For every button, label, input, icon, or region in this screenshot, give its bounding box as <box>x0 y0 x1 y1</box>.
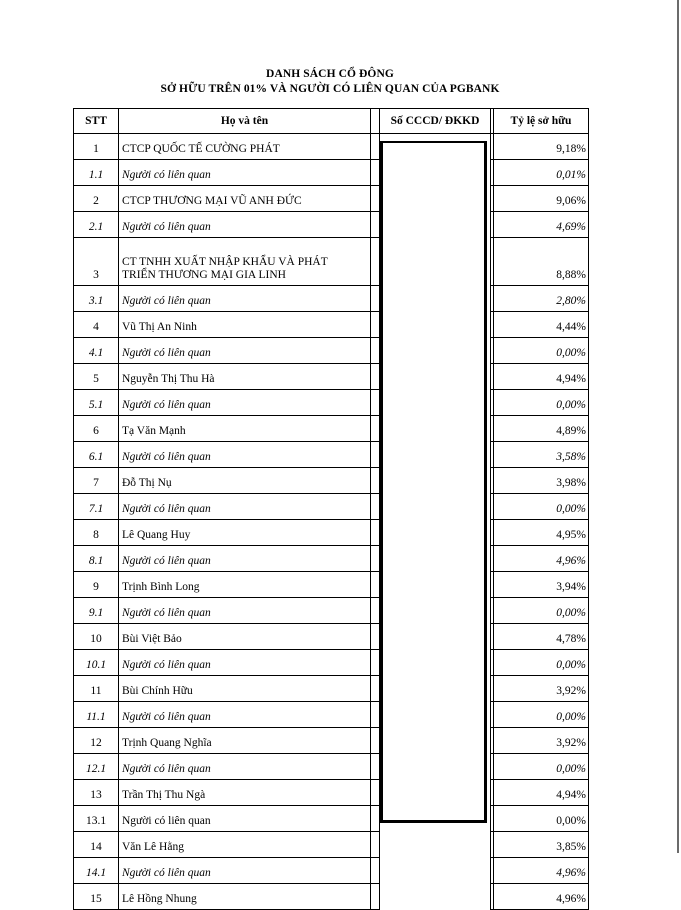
row-name: Người có liên quan <box>119 650 371 676</box>
row-pct: 4,95% <box>494 520 589 546</box>
row-pct: 0,00% <box>494 598 589 624</box>
table-row <box>74 676 589 702</box>
row-stt: 6 <box>74 416 119 442</box>
table-row <box>74 238 589 286</box>
row-pct: 0,00% <box>494 494 589 520</box>
row-name: Nguyễn Thị Thu Hà <box>119 364 371 390</box>
header-stt: STT <box>74 109 119 134</box>
table-row <box>74 212 589 238</box>
row-pct: 0,01% <box>494 160 589 186</box>
row-stt: 4.1 <box>74 338 119 364</box>
row-pct: 9,18% <box>494 134 589 160</box>
row-pct: 0,00% <box>494 338 589 364</box>
row-stt: 5 <box>74 364 119 390</box>
row-pct: 0,00% <box>494 754 589 780</box>
row-pct: 3,98% <box>494 468 589 494</box>
row-pct: 3,94% <box>494 572 589 598</box>
row-name: Văn Lê Hằng <box>119 832 371 858</box>
row-pct: 0,00% <box>494 650 589 676</box>
row-name: Người có liên quan <box>119 390 371 416</box>
row-name: CTCP QUỐC TẾ CƯỜNG PHÁT <box>119 134 371 160</box>
shareholder-table-wrapper <box>73 108 588 910</box>
row-stt: 1 <box>74 134 119 160</box>
redacted-id-box <box>380 141 487 823</box>
row-name: Lê Quang Huy <box>119 520 371 546</box>
header-gap <box>371 109 380 134</box>
row-name: Người có liên quan <box>119 754 371 780</box>
table-row <box>74 806 589 832</box>
row-pct: 0,00% <box>494 702 589 728</box>
row-pct: 3,85% <box>494 832 589 858</box>
row-name: Trịnh Bình Long <box>119 572 371 598</box>
row-name: Người có liên quan <box>119 598 371 624</box>
row-pct: 2,80% <box>494 286 589 312</box>
row-name: Người có liên quan <box>119 546 371 572</box>
row-name: Tạ Văn Mạnh <box>119 416 371 442</box>
table-row <box>74 160 589 186</box>
row-name: Người có liên quan <box>119 442 371 468</box>
row-name: Người có liên quan <box>119 160 371 186</box>
row-stt: 5.1 <box>74 390 119 416</box>
row-name: Người có liên quan <box>119 338 371 364</box>
row-name: Lê Hồng Nhung <box>119 884 371 910</box>
row-pct: 4,94% <box>494 364 589 390</box>
row-name: Trần Thị Thu Ngà <box>119 780 371 806</box>
row-id <box>380 858 491 884</box>
row-pct: 4,44% <box>494 312 589 338</box>
row-stt: 14.1 <box>74 858 119 884</box>
row-stt: 7.1 <box>74 494 119 520</box>
page-right-edge <box>677 0 679 853</box>
table-row <box>74 650 589 676</box>
table-row <box>74 364 589 390</box>
table-row <box>74 338 589 364</box>
row-stt: 14 <box>74 832 119 858</box>
header-id: Số CCCD/ ĐKKD <box>380 109 491 134</box>
row-id <box>380 832 491 858</box>
row-name: Bùi Chính Hữu <box>119 676 371 702</box>
row-stt: 3.1 <box>74 286 119 312</box>
table-row <box>74 754 589 780</box>
row-pct: 4,96% <box>494 884 589 910</box>
row-stt: 7 <box>74 468 119 494</box>
row-pct: 3,92% <box>494 728 589 754</box>
row-name: Người có liên quan <box>119 494 371 520</box>
row-name: Vũ Thị An Ninh <box>119 312 371 338</box>
table-row <box>74 416 589 442</box>
table-row <box>74 520 589 546</box>
row-stt: 2.1 <box>74 212 119 238</box>
table-row <box>74 468 589 494</box>
row-pct: 3,92% <box>494 676 589 702</box>
row-stt: 10.1 <box>74 650 119 676</box>
table-row <box>74 858 589 884</box>
row-pct: 4,94% <box>494 780 589 806</box>
table-row <box>74 624 589 650</box>
table-row <box>74 286 589 312</box>
table-row <box>74 572 589 598</box>
row-id <box>380 884 491 910</box>
table-row <box>74 186 589 212</box>
row-name-line2: TRIỂN THƯƠNG MẠI GIA LINH <box>122 269 286 281</box>
row-name: Người có liên quan <box>119 212 371 238</box>
header-pct: Tỷ lệ sở hữu <box>494 109 589 134</box>
row-pct: 4,69% <box>494 212 589 238</box>
row-name: CTCP THƯƠNG MẠI VŨ ANH ĐỨC <box>119 186 371 212</box>
row-name: Người có liên quan <box>119 858 371 884</box>
row-stt: 12 <box>74 728 119 754</box>
row-stt: 9.1 <box>74 598 119 624</box>
table-row <box>74 312 589 338</box>
header-name: Họ và tên <box>119 109 371 134</box>
row-stt: 12.1 <box>74 754 119 780</box>
row-stt: 11.1 <box>74 702 119 728</box>
row-stt: 9 <box>74 572 119 598</box>
table-row <box>74 134 589 160</box>
row-stt: 1.1 <box>74 160 119 186</box>
row-stt: 8 <box>74 520 119 546</box>
row-name <box>119 238 371 286</box>
table-header-row <box>74 109 589 134</box>
table-row <box>74 728 589 754</box>
row-stt: 15 <box>74 884 119 910</box>
row-name: Bùi Việt Bảo <box>119 624 371 650</box>
row-pct: 4,89% <box>494 416 589 442</box>
table-row <box>74 546 589 572</box>
table-row <box>74 598 589 624</box>
row-name: Người có liên quan <box>119 806 371 832</box>
table-row <box>74 884 589 910</box>
document-subtitle: SỞ HỮU TRÊN 01% VÀ NGƯỜI CÓ LIÊN QUAN CỦA PGBANK <box>160 83 500 95</box>
row-name: Đỗ Thị Nụ <box>119 468 371 494</box>
row-pct: 8,88% <box>494 238 589 286</box>
table-row <box>74 832 589 858</box>
row-stt: 4 <box>74 312 119 338</box>
row-stt: 13.1 <box>74 806 119 832</box>
shareholder-table <box>73 108 589 910</box>
document-title: DANH SÁCH CỔ ĐÔNG <box>266 68 394 80</box>
table-row <box>74 702 589 728</box>
row-pct: 4,78% <box>494 624 589 650</box>
row-pct: 4,96% <box>494 546 589 572</box>
row-pct: 9,06% <box>494 186 589 212</box>
row-name: Trịnh Quang Nghĩa <box>119 728 371 754</box>
row-stt: 11 <box>74 676 119 702</box>
row-stt: 3 <box>74 238 119 286</box>
row-pct: 4,96% <box>494 858 589 884</box>
row-stt: 8.1 <box>74 546 119 572</box>
table-row <box>74 442 589 468</box>
row-pct: 0,00% <box>494 806 589 832</box>
row-name: Người có liên quan <box>119 286 371 312</box>
table-row <box>74 494 589 520</box>
row-name: Người có liên quan <box>119 702 371 728</box>
table-row <box>74 390 589 416</box>
row-stt: 13 <box>74 780 119 806</box>
row-pct: 3,58% <box>494 442 589 468</box>
row-stt: 2 <box>74 186 119 212</box>
row-stt: 6.1 <box>74 442 119 468</box>
row-pct: 0,00% <box>494 390 589 416</box>
table-row <box>74 780 589 806</box>
row-name-line1: CT TNHH XUẤT NHẬP KHẨU VÀ PHÁT <box>122 256 328 268</box>
row-stt: 10 <box>74 624 119 650</box>
